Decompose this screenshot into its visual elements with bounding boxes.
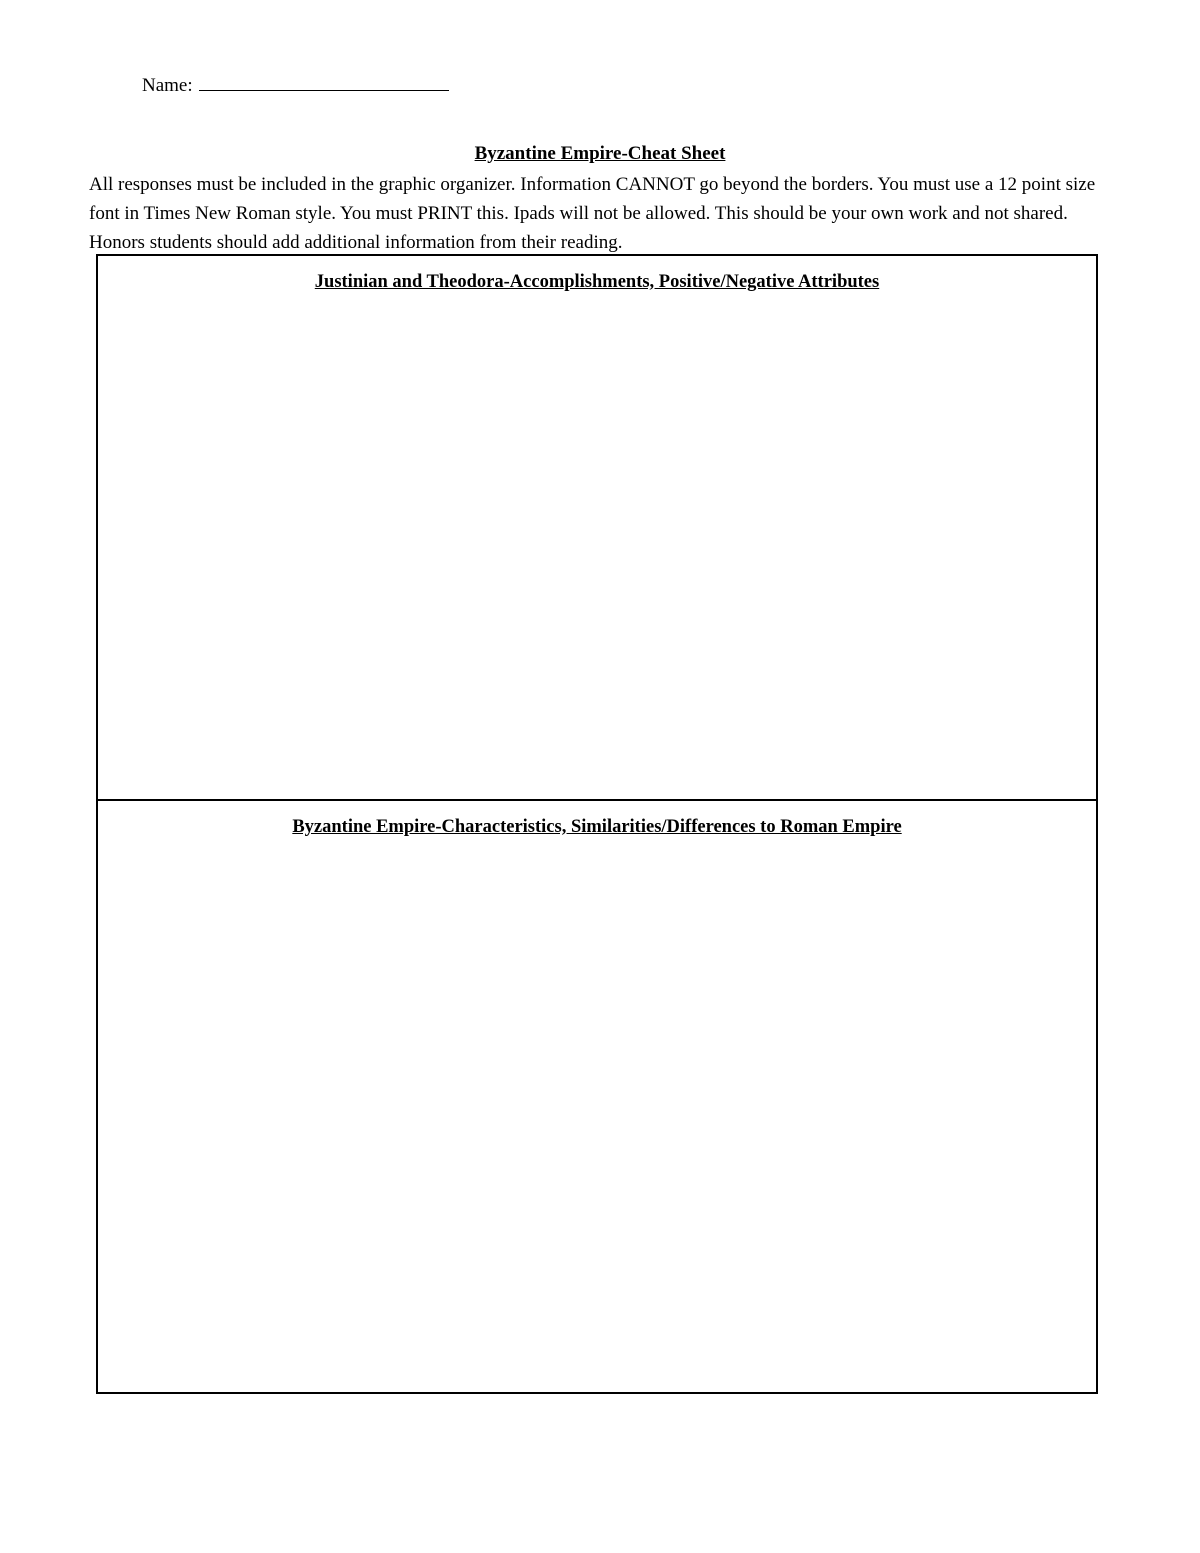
section-heading: Byzantine Empire-Characteristics, Similarities/Differences to Roman Empire: [292, 817, 902, 837]
instructions-paragraph: All responses must be included in the graphic organizer. Information CANNOT go beyond the borders. You must use a 12 point size font in Times New Roman style. You must PRINT this. Ipads will not be allowed. This should be your own work and not shared. Honors students should add additional information from their reading.: [89, 174, 1096, 253]
section-heading: Justinian and Theodora-Accomplishments, Positive/Negative Attributes: [314, 272, 880, 292]
organizer-section-byzantine-characteristics: [98, 801, 1096, 1392]
name-label: Name:: [142, 75, 193, 96]
organizer-section-justinian-theodora: [98, 256, 1096, 801]
document-title: Byzantine Empire-Cheat Sheet: [474, 143, 726, 164]
graphic-organizer: [96, 254, 1098, 1394]
name-blank-line[interactable]: [199, 72, 449, 91]
name-field-row: [142, 72, 449, 98]
